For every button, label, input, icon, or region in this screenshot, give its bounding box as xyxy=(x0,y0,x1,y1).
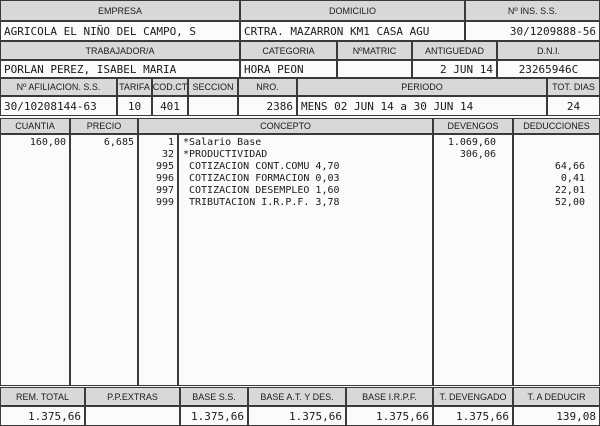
seccion-value xyxy=(188,96,238,116)
pp-extras-label: P.P.EXTRAS xyxy=(85,387,180,406)
t-devengado-label: T. DEVENGADO xyxy=(433,387,513,406)
tarifa-value: 10 xyxy=(117,96,152,116)
afiliacion-label: Nº AFILIACION. S.S. xyxy=(0,78,117,96)
domicilio-label: DOMICILIO xyxy=(240,0,465,21)
concepto-label: CONCEPTO xyxy=(138,118,433,134)
empresa-label: EMPRESA xyxy=(0,0,240,21)
concepto-cell: COTIZACION DESEMPLEO 1,60 xyxy=(189,185,340,196)
deduccion-cell: 22,01 xyxy=(554,185,585,196)
precio-cell: 6,685 xyxy=(103,137,134,148)
base-irpf-value: 1.375,66 xyxy=(346,406,433,426)
concepto-cell: *PRODUCTIVIDAD xyxy=(183,149,268,160)
antiguedad-value: 2 JUN 14 xyxy=(412,60,497,78)
cuantia-label: CUANTIA xyxy=(0,118,70,134)
cuantia-column xyxy=(0,134,70,386)
dni-value: 23265946C xyxy=(497,60,600,78)
nro-value: 2386 xyxy=(238,96,297,116)
afiliacion-value: 30/10208144-63 xyxy=(0,96,117,116)
devengo-cell: 306,06 xyxy=(459,149,496,160)
rem-total-label: REM. TOTAL xyxy=(0,387,85,406)
dni-label: D.N.I. xyxy=(497,41,600,60)
nmatric-label: NºMATRIC xyxy=(337,41,412,60)
base-ss-value: 1.375,66 xyxy=(180,406,248,426)
deduccion-cell: 52,00 xyxy=(554,197,585,208)
totdias-value: 24 xyxy=(547,96,600,116)
trabajador-value: PORLAN PEREZ, ISABEL MARIA xyxy=(0,60,240,78)
ins-ss-label: Nº INS. S.S. xyxy=(465,0,600,21)
code-cell: 1 xyxy=(167,137,174,148)
base-at-value: 1.375,66 xyxy=(248,406,346,426)
t-devengado-value: 1.375,66 xyxy=(433,406,513,426)
codct-label: COD.CT xyxy=(152,78,188,96)
domicilio-value: CRTRA. MAZARRON KM1 CASA AGU xyxy=(240,21,465,41)
concepto-cell: COTIZACION FORMACION 0,03 xyxy=(189,173,340,184)
ins-ss-value: 30/1209888-56 xyxy=(465,21,600,41)
precio-column xyxy=(70,134,138,386)
cuantia-cell: 160,00 xyxy=(29,137,66,148)
base-at-label: BASE A.T. Y DES. xyxy=(248,387,346,406)
t-deducir-label: T. A DEDUCIR xyxy=(513,387,600,406)
concepto-cell: *Salario Base xyxy=(183,137,262,148)
codct-value: 401 xyxy=(152,96,188,116)
deducciones-label: DEDUCCIONES xyxy=(513,118,600,134)
base-irpf-label: BASE I.R.P.F. xyxy=(346,387,433,406)
concepto-cell: COTIZACION CONT.COMU 4,70 xyxy=(189,161,340,172)
trabajador-label: TRABAJADOR/A xyxy=(0,41,240,60)
t-deducir-value: 139,08 xyxy=(513,406,600,426)
devengos-column xyxy=(433,134,513,386)
base-ss-label: BASE S.S. xyxy=(180,387,248,406)
rem-total-value: 1.375,66 xyxy=(0,406,85,426)
tarifa-label: TARIFA xyxy=(117,78,152,96)
code-cell: 996 xyxy=(155,173,174,184)
categoria-label: CATEGORIA xyxy=(240,41,337,60)
devengo-cell: 1.069,60 xyxy=(447,137,496,148)
periodo-label: PERIODO xyxy=(297,78,547,96)
precio-label: PRECIO xyxy=(70,118,138,134)
concepto-cell: TRIBUTACION I.R.P.F. 3,78 xyxy=(189,197,340,208)
periodo-value: MENS 02 JUN 14 a 30 JUN 14 xyxy=(297,96,547,116)
totdias-label: TOT. DIAS xyxy=(547,78,600,96)
code-cell: 997 xyxy=(155,185,174,196)
devengos-label: DEVENGOS xyxy=(433,118,513,134)
pp-extras-value xyxy=(85,406,180,426)
code-cell: 995 xyxy=(155,161,174,172)
nro-label: NRO. xyxy=(238,78,297,96)
categoria-value: HORA PEON xyxy=(240,60,337,78)
deduccion-cell: 64,66 xyxy=(554,161,585,172)
antiguedad-label: ANTIGUEDAD xyxy=(412,41,497,60)
empresa-value: AGRICOLA EL NIÑO DEL CAMPO, S xyxy=(0,21,240,41)
code-cell: 32 xyxy=(161,149,174,160)
seccion-label: SECCION xyxy=(188,78,238,96)
nmatric-value xyxy=(337,60,412,78)
deduccion-cell: 0,41 xyxy=(560,173,585,184)
code-cell: 999 xyxy=(155,197,174,208)
